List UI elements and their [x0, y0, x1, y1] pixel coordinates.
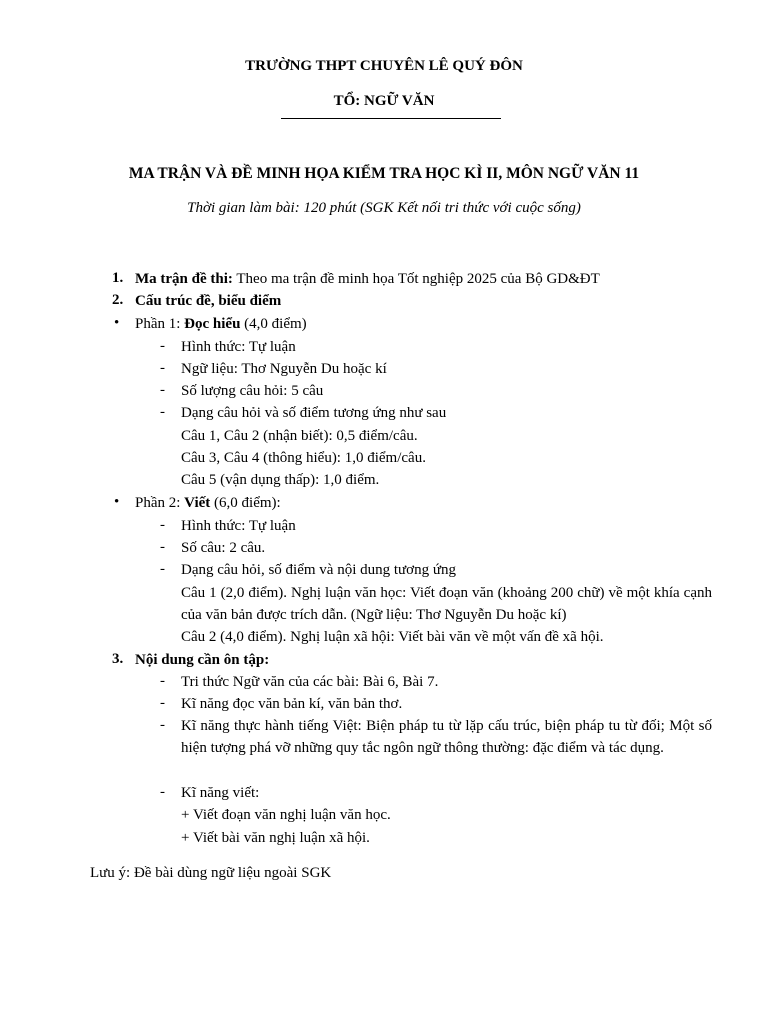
document-title: MA TRẬN VÀ ĐỀ MINH HỌA KIỂM TRA HỌC KÌ II, MÔN NGỮ VĂN 11 [128, 165, 640, 182]
list-subitem: Câu 1, Câu 2 (nhận biết): 0,5 điểm/câu. [181, 428, 418, 444]
section-3-label: Nội dung cần ôn tập: [135, 652, 270, 668]
dash-marker: - [160, 784, 165, 800]
list-item: Hình thức: Tự luận [181, 518, 296, 534]
bullet-icon: • [114, 315, 120, 331]
list-subitem: Câu 3, Câu 4 (thông hiểu): 1,0 điểm/câu. [181, 450, 426, 466]
part-1-bold: Đọc hiểu [184, 316, 241, 332]
part-2-suffix: (6,0 điểm): [210, 495, 281, 511]
list-item: Dạng câu hỏi và số điểm tương ứng như sau [181, 405, 447, 421]
list-item: Số lượng câu hỏi: 5 câu [181, 383, 324, 399]
list-item: Kĩ năng thực hành tiếng Việt: Biện pháp tu từ lặp cấu trúc, biện pháp tu từ đối; Một số hiện tượng phá vỡ những quy tắc ngôn ngữ thông thường: đặc điểm và tác dụng. [181, 718, 712, 756]
list-item: Kĩ năng viết: [181, 785, 260, 801]
part-1-suffix: (4,0 điểm) [240, 316, 307, 332]
dash-marker: - [160, 717, 165, 733]
section-1-number: 1. [112, 270, 124, 286]
list-item: Dạng câu hỏi, số điểm và nội dung tương ứng [181, 562, 456, 578]
section-1-text: Theo ma trận đề minh họa Tốt nghiệp 2025 của Bộ GD&ĐT [232, 271, 600, 287]
dash-marker: - [160, 673, 165, 689]
section-2-label: Cấu trúc đề, biểu điểm [135, 293, 282, 309]
section-1-label: Ma trận đề thi: [135, 271, 233, 287]
bullet-icon: • [114, 494, 120, 510]
section-1 [135, 270, 600, 288]
dash-marker: - [160, 338, 165, 354]
list-subitem: Câu 5 (vận dụng thấp): 1,0 điểm. [181, 472, 380, 488]
part-2-bold: Viết [184, 495, 211, 511]
dash-marker: - [160, 539, 165, 555]
list-item: Hình thức: Tự luận [181, 339, 296, 355]
dash-marker: - [160, 517, 165, 533]
note-text: Lưu ý: Đề bài dùng ngữ liệu ngoài SGK [90, 865, 332, 881]
dash-marker: - [160, 695, 165, 711]
dash-marker: - [160, 404, 165, 420]
question-1-description: Câu 1 (2,0 điểm). Nghị luận văn học: Viết đoạn văn (khoảng 200 chữ) về một khía cạnh của văn bản được trích dẫn. (Ngữ liệu: Thơ Nguyễn Du hoặc kí) [181, 585, 712, 623]
part-1-prefix: Phần 1: [135, 316, 185, 332]
school-name: TRƯỜNG THPT CHUYÊN LÊ QUÝ ĐÔN [245, 58, 523, 74]
header-divider [281, 118, 501, 119]
dash-marker: - [160, 561, 165, 577]
section-3-number: 3. [112, 651, 124, 667]
dash-marker: - [160, 382, 165, 398]
part-2-prefix: Phần 2: [135, 495, 185, 511]
part-1-heading [135, 315, 307, 333]
department-name: TỔ: NGỮ VĂN [333, 93, 435, 109]
list-subitem: + Viết bài văn nghị luận xã hội. [181, 830, 370, 846]
list-subitem: + Viết đoạn văn nghị luận văn học. [181, 807, 391, 823]
list-item: Kĩ năng đọc văn bản kí, văn bản thơ. [181, 696, 403, 712]
part-2-heading [135, 494, 281, 512]
document-subtitle: Thời gian làm bài: 120 phút (SGK Kết nối tri thức với cuộc sống) [187, 200, 581, 216]
section-2-number: 2. [112, 292, 124, 308]
list-item: Số câu: 2 câu. [181, 540, 266, 556]
list-item: Ngữ liệu: Thơ Nguyễn Du hoặc kí [181, 361, 387, 377]
list-item: Tri thức Ngữ văn của các bài: Bài 6, Bài 7. [181, 674, 439, 690]
question-2-description: Câu 2 (4,0 điểm). Nghị luận xã hội: Viết bài văn về một vấn đề xã hội. [181, 629, 604, 645]
dash-marker: - [160, 360, 165, 376]
